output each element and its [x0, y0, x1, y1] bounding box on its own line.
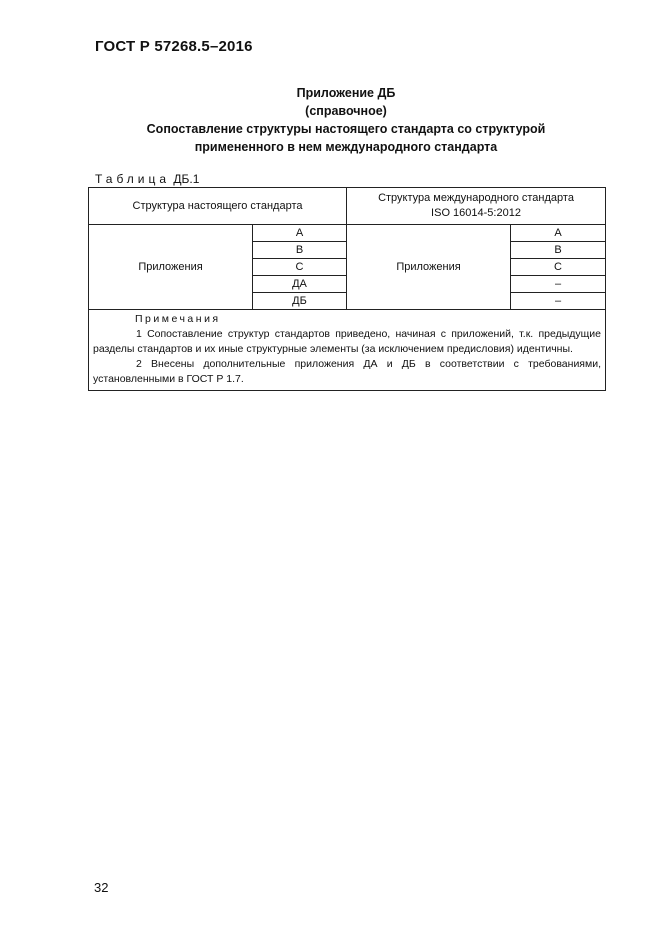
- header-international-standard-line-1: Структура международного стандарта: [378, 192, 574, 204]
- right-cell: –: [511, 293, 606, 310]
- header-current-standard: Структура настоящего стандарта: [89, 188, 347, 225]
- table-caption: [95, 172, 199, 186]
- appendix-heading: [90, 84, 602, 156]
- header-international-standard: [347, 188, 606, 225]
- note-1: 1 Сопоставление структур стандартов приведено, начиная с приложений, т.к. предыдущие разделы стандартов и их иные структурные элементы (за исключением предисловия) идентичны.: [93, 328, 601, 355]
- appendix-subject-line-1: Сопоставление структуры настоящего стандарта со структурой: [146, 122, 546, 136]
- left-cell: B: [253, 242, 347, 259]
- table-row: [89, 225, 606, 242]
- right-cell: –: [511, 276, 606, 293]
- table-caption-number: ДБ.1: [173, 172, 200, 186]
- right-cell: A: [511, 225, 606, 242]
- notes-title: Примечания: [135, 313, 221, 325]
- table-header-row: [89, 188, 606, 225]
- left-cell: A: [253, 225, 347, 242]
- appendix-title: Приложение ДБ: [296, 86, 396, 100]
- left-cell: ДБ: [253, 293, 347, 310]
- left-cell: ДА: [253, 276, 347, 293]
- left-group-label: Приложения: [89, 225, 253, 310]
- right-group-label: Приложения: [347, 225, 511, 310]
- table-caption-word: Таблица: [95, 172, 171, 186]
- appendix-subject-line-2: примененного в нем международного стандарта: [194, 140, 498, 154]
- document-code: ГОСТ Р 57268.5–2016: [95, 38, 253, 55]
- right-cell: C: [511, 259, 606, 276]
- appendix-type: (справочное): [305, 104, 387, 118]
- note-2: 2 Внесены дополнительные приложения ДА и ДБ в соответствии с требованиями, установленными в ГОСТ Р 1.7.: [93, 358, 601, 385]
- structure-comparison-table: [88, 187, 606, 391]
- notes-row: [89, 310, 606, 391]
- page-number: 32: [94, 880, 109, 895]
- right-cell: B: [511, 242, 606, 259]
- table-notes: [89, 310, 606, 391]
- left-cell: C: [253, 259, 347, 276]
- header-international-standard-line-2: ISO 16014-5:2012: [431, 207, 521, 219]
